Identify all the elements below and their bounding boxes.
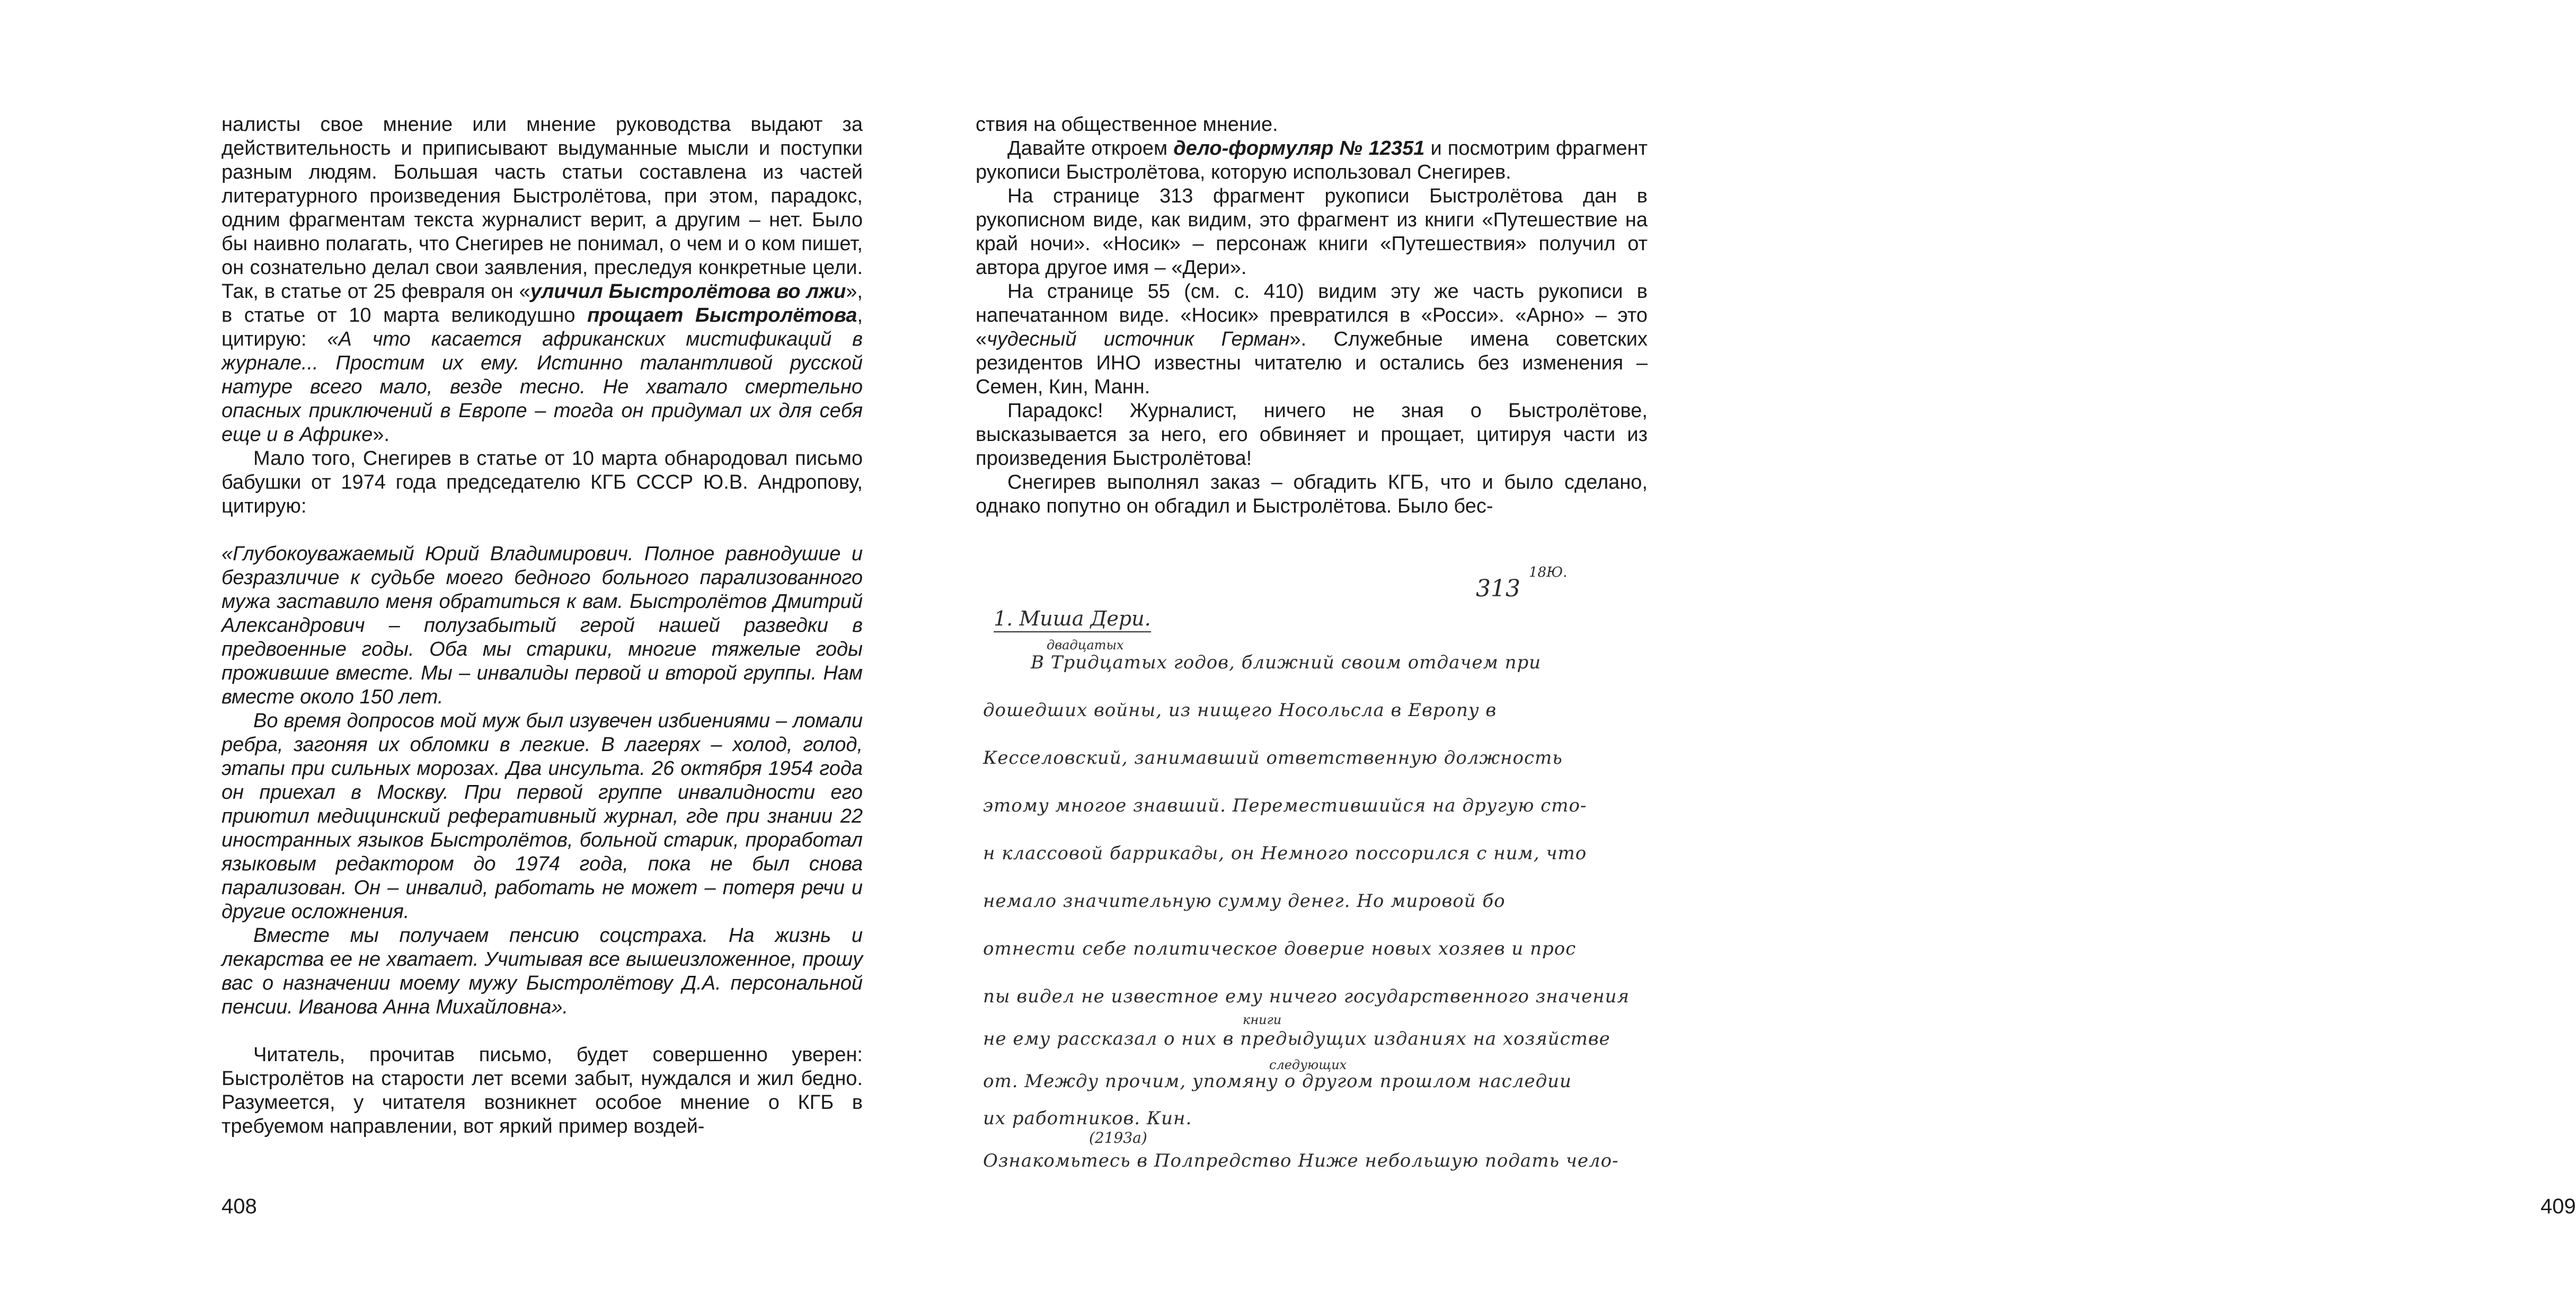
- text-run: налисты свое мнение или мнение руководства выдают за действительность и приписывают выдуманные мысли и поступки разным людям. Большая часть статьи составлена из частей литературного произведения Быстролётова, при этом, парадокс, одним фрагментам текста журналист верит, а другим – нет. Было бы наивно полагать, что Снегирев не понимал, о чем и о ком пишет, он сознательно делал свои заявления, преследуя конкретные цели. Так, в статье от 25 февраля он «: [222, 113, 863, 303]
- right-page: [930, 0, 2576, 1314]
- emphasis-run: прощает Быстролётова: [587, 304, 857, 327]
- text-run: ». Служебные имена советских резидентов ИНО известны читателю и остались без изменения – Семен, Кин, Манн.: [976, 328, 1648, 398]
- text-run: , цитирую:: [222, 304, 863, 350]
- letter-paragraph: Вместе мы получаем пенсию соцстраха. На жизнь и лекарства ее не хватает. Учитывая все вышеизложенное, прошу вас о назначении моему мужу Быстролётову Д.А. персональной пенсии. Иванова Анна Михайловна».: [222, 924, 863, 1018]
- spacer: [222, 1019, 863, 1043]
- paragraph-letter-intro: Мало того, Снегирев в статье от 10 марта обнародовал письмо бабушки от 1974 года председателю КГБ СССР Ю.В. Андропову, цитирую:: [222, 447, 863, 517]
- paragraph-intro: [222, 113, 863, 447]
- manuscript-insert: книги: [1243, 1012, 1282, 1027]
- quote-run: «А что касается африканских мистификаций в журнале... Простим их ему. Истинно талантливой русской натуре всего мало, везде тесно. Не хватало смертельно опасных приключений в Европе – тогда он придумал их для себя еще и в Африке: [222, 328, 863, 446]
- paragraph-page313: На странице 313 фрагмент рукописи Быстролётова дан в рукописном виде, как видим, это фрагмент из книги «Путешествие на край ночи». «Носик» – персонаж книги «Путешествия» получил от автора другое имя – «Дери».: [976, 185, 1648, 279]
- manuscript-line: от. Между прочим, упомяну о другом прошлом наследии: [983, 1071, 1572, 1092]
- manuscript-line: н классовой баррикады, он Немного поссорился с ним, что: [983, 843, 1587, 864]
- spacer: [222, 518, 863, 542]
- manuscript-line: Ознакомьтесь в Полпредство Ниже небольшую подать чело-: [983, 1150, 1619, 1171]
- paragraph-page55: [976, 280, 1648, 399]
- text-run: Давайте откроем: [1007, 137, 1174, 160]
- manuscript-line: пы видел не известное ему ничего государственного значения: [983, 986, 1630, 1007]
- page-number: 408: [222, 1195, 257, 1218]
- manuscript-page-number: 313: [1476, 575, 1520, 602]
- manuscript-line: не ему рассказал о них в предыдущих изданиях на хозяйстве: [983, 1028, 1610, 1050]
- manuscript-line: отнести себе политическое доверие новых хозяев и прос: [983, 938, 1577, 959]
- manuscript-line: Кесселовский, занимавший ответственную должность: [983, 747, 1563, 769]
- text-run: ».: [373, 424, 390, 446]
- manuscript-line: этому многое знавший. Переместившийся на другую сто-: [983, 795, 1587, 816]
- paragraph-dossier: [976, 137, 1648, 184]
- manuscript-heading: 1. Миша Дери.: [994, 607, 1151, 632]
- manuscript-insert: двадцатых: [1047, 638, 1124, 652]
- manuscript-image: [983, 559, 1651, 1185]
- text-run: », в статье от 10 марта великодушно: [222, 280, 863, 327]
- manuscript-line: немало значительную сумму денег. Но мировой бо: [983, 890, 1506, 912]
- manuscript-page-note: 18Ю.: [1529, 565, 1568, 580]
- paragraph-paradox: Парадокс! Журналист, ничего не зная о Быстролётове, высказывается за него, его обвиняет и прощает, цитируя части из произведения Быстролётова!: [976, 400, 1648, 470]
- letter-quote: [222, 542, 863, 1019]
- paragraph-continuation: ствия на общественное мнение.: [976, 113, 1278, 136]
- letter-paragraph: «Глубокоуважаемый Юрий Владимирович. Полное равнодушие и безразличие к судьбе моего бедного больного парализованного мужа заставило меня обратиться к вам. Быстролётов Дмитрий Александрович – полузабытый герой нашей разведки в предвоенные годы. Оба мы старики, многие тяжелые годы прожившие вместе. Мы – инвалиды первой и второй группы. Нам вместе около 150 лет.: [222, 543, 863, 708]
- text-run: и посмотрим фрагмент рукописи Быстролётова, которую использовал Снегирев.: [976, 137, 1648, 183]
- manuscript-line: дошедших войны, из нищего Носольсла в Европу в: [983, 700, 1497, 721]
- left-page: [0, 0, 930, 1314]
- emphasis-run: дело-формуляр № 12351: [1173, 137, 1425, 160]
- letter-paragraph: Во время допросов мой муж был изувечен избиениями – ломали ребра, загоняя их обломки в легкие. В лагерях – холод, голод, этапы при сильных морозах. Два инсульта. 26 октября 1954 года он приехал в Москву. При первой группе инвалидности его приютил медицинский реферативный журнал, где при знании 22 иностранных языков Быстролётов, больной старик, проработал языковым редактором до 1974 года, пока не был снова парализован. Он – инвалид, работать не может – потеря речи и другие осложнения.: [222, 710, 863, 923]
- paragraph-reader: Читатель, прочитав письмо, будет совершенно уверен: Быстролётов на старости лет всеми забыт, нуждался и жил бедно. Разумеется, у читателя возникнет особое мнение о КГБ в требуемом направлении, вот яркий пример воздей-: [222, 1044, 863, 1137]
- left-text-column: [222, 113, 863, 1139]
- page-number: 409: [2540, 1195, 2576, 1218]
- quote-run: чудесный источник Герман: [987, 328, 1290, 350]
- manuscript-stamp: (2193а): [1089, 1129, 1147, 1147]
- text-run: На странице 55 (см. с. 410) видим эту же часть рукописи в напечатанном виде. «Носик» превратился в «Росси». «Арно» – это «: [976, 280, 1648, 350]
- manuscript-insert: следующих: [1269, 1057, 1347, 1072]
- manuscript-line: В Тридцатых годов, ближний своим отдачем при: [1031, 652, 1542, 673]
- manuscript-line: их работников. Кин.: [983, 1108, 1192, 1129]
- paragraph-order: Снегирев выполнял заказ – обгадить КГБ, что и было сделано, однако попутно он обгадил и Быстролётова. Было бес-: [976, 471, 1648, 517]
- right-text-column: [976, 113, 1648, 518]
- emphasis-run: уличил Быстролётова во лжи: [530, 280, 846, 303]
